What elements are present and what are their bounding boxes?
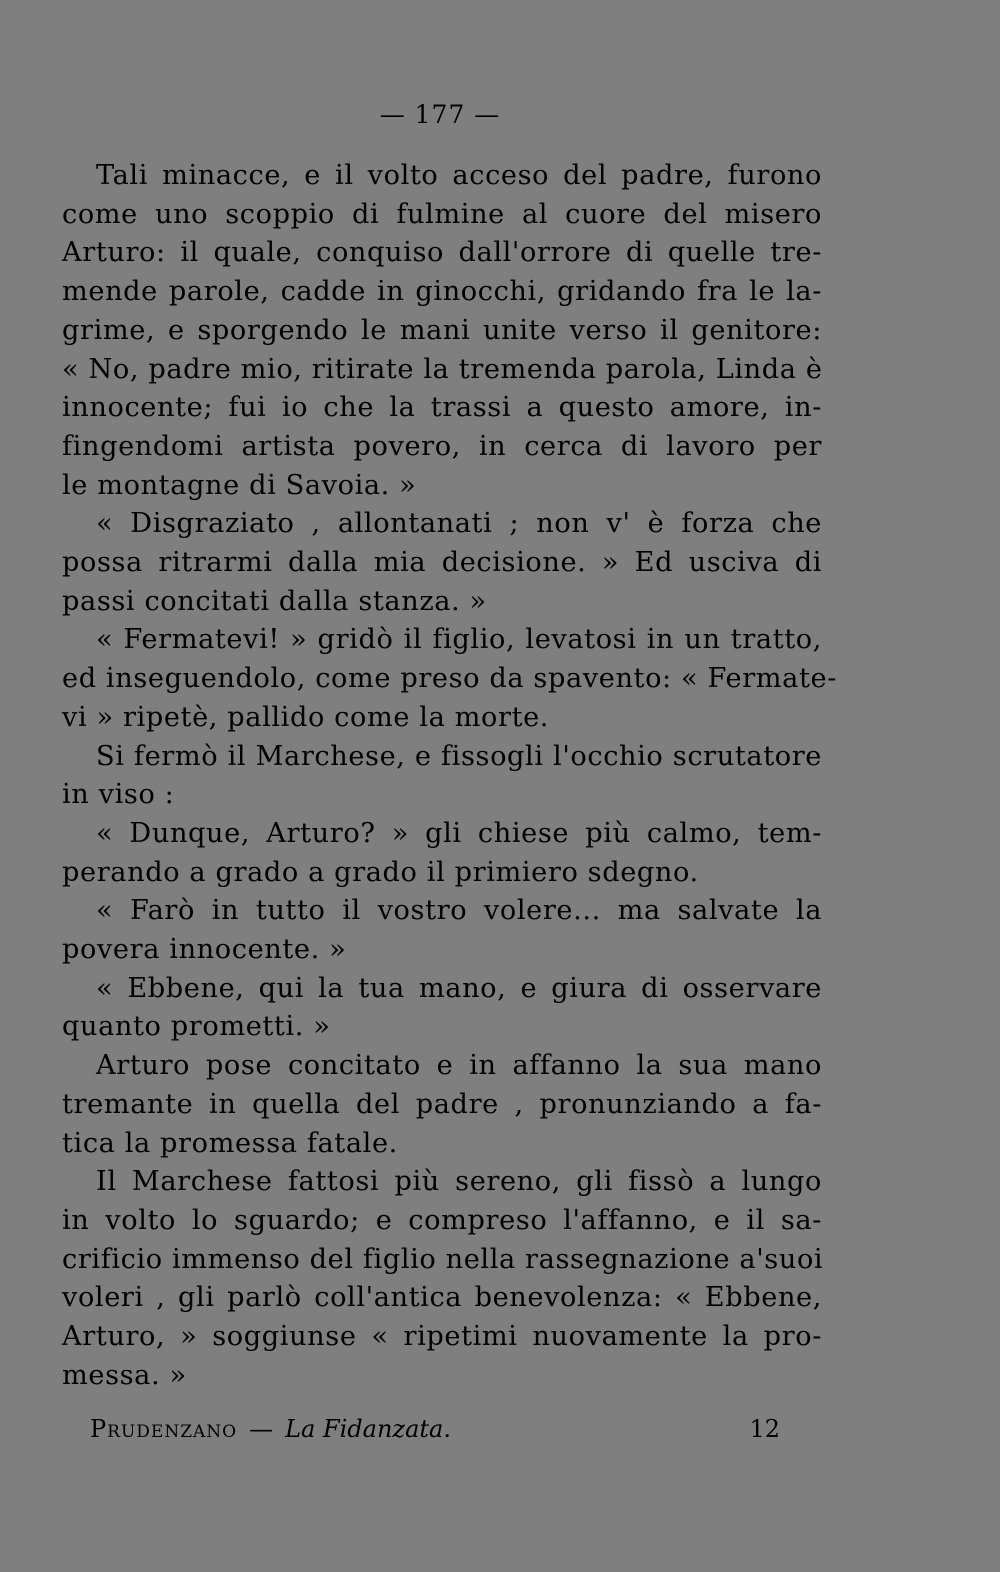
text-line: « Dunque, Arturo? » gli chiese più calmo, tem- [96, 817, 822, 849]
text-line: in volto lo sguardo; e compreso l'affanno, e il sa- [62, 1204, 822, 1236]
text-line: passi concitati dalla stanza. » [62, 585, 487, 617]
footer-title: La Fidanzata. [285, 1415, 451, 1443]
text-line: vi » ripetè, pallido come la morte. [62, 701, 550, 733]
text-line: messa. » [62, 1359, 187, 1391]
text-line: povera innocente. » [62, 934, 347, 966]
text-line: « Ebbene, qui la tua mano, e giura di osservare [96, 972, 822, 1004]
page-number: — 177 — [379, 100, 501, 129]
text-line: Arturo, » soggiunse « ripetimi nuovamente la pro- [62, 1321, 822, 1353]
footer-dash: — [249, 1415, 274, 1443]
text-line: quanto prometti. » [62, 1011, 331, 1043]
text-line: Arturo: il quale, conquiso dall'orrore di quelle tre- [62, 237, 822, 269]
text-line: ed inseguendolo, come preso da spavento: « Fermate- [62, 663, 837, 695]
text-line: voleri , gli parlò coll'antica benevolenza: « Ebbene, [62, 1282, 822, 1314]
text-line: « No, padre mio, ritirate la tremenda parola, Linda è [62, 353, 823, 385]
text-line: « Fermatevi! » gridò il figlio, levatosi in un tratto, [96, 624, 822, 656]
text-line: fingendomi artista povero, in cerca di lavoro per [62, 430, 822, 462]
text-line: Tali minacce, e il volto acceso del padre, furono [96, 160, 822, 191]
text-line: in viso : [62, 779, 175, 811]
page-footer [90, 1415, 780, 1443]
footer-author: Prudenzano [90, 1415, 238, 1443]
text-line: tremante in quella del padre , pronunziando a fa- [62, 1088, 822, 1120]
text-line: grime, e sporgendo le mani unite verso il genitore: [62, 314, 822, 346]
text-line: possa ritrarmi dalla mia decisione. » Ed usciva di [62, 547, 822, 579]
text-line: crificio immenso del figlio nella rassegnazione a'suoi [62, 1243, 824, 1275]
text-line: « Farò in tutto il vostro volere... ma salvate la [96, 895, 822, 927]
text-line: Arturo pose concitato e in affanno la sua mano [96, 1050, 822, 1082]
text-line: perando a grado a grado il primiero sdegno. [62, 856, 699, 888]
text-line: le montagne di Savoia. » [62, 469, 417, 501]
text-line: innocente; fui io che la trassi a questo amore, in- [62, 392, 822, 424]
text-line: tica la promessa fatale. [62, 1127, 398, 1159]
text-line: Il Marchese fattosi più sereno, gli fissò a lungo [96, 1166, 822, 1198]
body-text [62, 157, 837, 1396]
text-line: come uno scoppio di fulmine al cuore del misero [62, 198, 822, 230]
text-line: Si fermò il Marchese, e fissogli l'occhio scrutatore [96, 740, 822, 772]
text-line: mende parole, cadde in ginocchi, gridando fra le la- [62, 276, 822, 308]
footer-signature-mark: 12 [749, 1415, 780, 1443]
text-line: « Disgraziato , allontanati ; non v' è forza che [96, 508, 822, 540]
